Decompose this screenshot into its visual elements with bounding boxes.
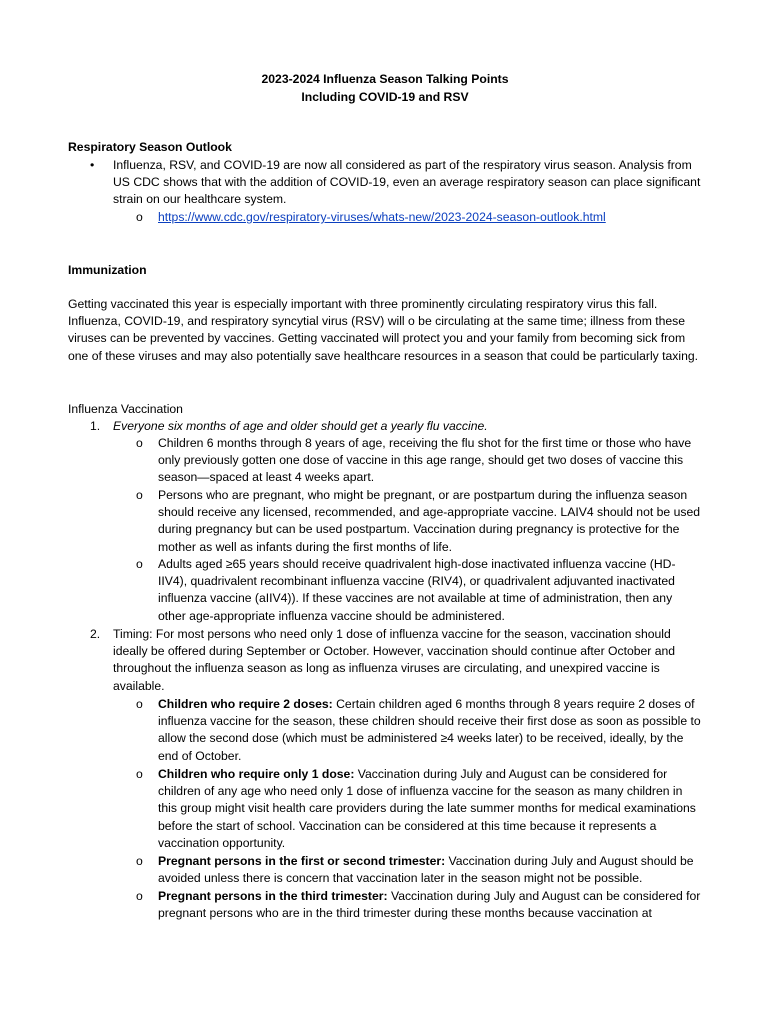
outlook-heading: Respiratory Season Outlook: [68, 140, 232, 154]
item-2-sub-1: [158, 696, 703, 765]
sub-bullet-marker: o: [136, 557, 143, 571]
sub-label: Children who require 2 doses:: [158, 697, 333, 711]
sub-bullet-marker: o: [136, 854, 143, 868]
sub-text: Vaccination during July and August should be avoided unless there is concern that vaccination later in the season might not be possible.: [158, 854, 694, 886]
title-line-2: Including COVID-19 and RSV: [301, 90, 469, 104]
item-2-sub-4: [158, 888, 703, 922]
sub-bullet-marker: o: [136, 697, 143, 711]
bullet-marker: •: [90, 158, 95, 172]
cdc-season-outlook-link[interactable]: https://www.cdc.gov/respiratory-viruses/whats-new/2023-2024-season-outlook.html: [158, 210, 606, 224]
item-1-number: 1.: [90, 419, 101, 433]
document-title: [0, 70, 770, 106]
sub-bullet-marker: o: [136, 210, 143, 224]
item-2-text: Timing: For most persons who need only 1 dose of influenza vaccine for the season, vaccination should ideally be offered during September or October. However, vaccination should continue after October and throughout the influenza season as long as influenza viruses are circulating, and unexpired vaccine is available.: [113, 627, 676, 693]
flu-vaccination-heading: Influenza Vaccination: [68, 402, 183, 416]
sub-label: Pregnant persons in the first or second trimester:: [158, 854, 446, 868]
immunization-paragraph: Getting vaccinated this year is especially important with three prominently circulating respiratory virus this fall. Influenza, COVID-19, and respiratory syncytial virus (RSV) will o be circulating at the same time; illness from these viruses can be prevented by vaccines. Getting vaccinated will protect you and your family from becoming sick from one of these viruses and may also potentially save healthcare resources in a season that could be particularly taxing.: [68, 297, 699, 363]
item-2-sub-2: [158, 766, 703, 852]
sub-text: Certain children aged 6 months through 8 years require 2 doses of influenza vaccine for the season, these children should receive their first dose as soon as possible to allow the second dose (which must be administered ≥4 weeks later) to be received, ideally, by the end of October.: [158, 697, 701, 763]
title-line-1: 2023-2024 Influenza Season Talking Points: [261, 72, 509, 86]
item-1-sub-1: Children 6 months through 8 years of age, receiving the flu shot for the first time or those who have only previously gotten one dose of vaccine in this age range, should get two doses of vaccine this season—spaced at least 4 weeks apart.: [158, 436, 692, 485]
sub-bullet-marker: o: [136, 889, 143, 903]
sub-text: Vaccination during July and August can be considered for pregnant persons who are in the third trimester during these months because vaccination at: [158, 889, 701, 921]
sub-text: Vaccination during July and August can be considered for children of any age who need only 1 dose of influenza vaccine for the season as many children in this group might visit health care providers during the late summer months for medical examinations before the start of school. Vaccination can be considered at this time because it represents a vaccination opportunity.: [158, 767, 696, 850]
sub-bullet-marker: o: [136, 488, 143, 502]
item-1-sub-3: Adults aged ≥65 years should receive quadrivalent high-dose inactivated influenza vaccine (HD-IIV4), quadrivalent recombinant influenza vaccine (RIV4), or quadrivalent adjuvanted inactivated influenza vaccine (aIIV4)). If these vaccines are not available at time of administration, then any other age-appropriate influenza vaccine should be administered.: [158, 557, 676, 623]
item-2-number: 2.: [90, 627, 101, 641]
sub-bullet-marker: o: [136, 436, 143, 450]
item-1-text: Everyone six months of age and older should get a yearly flu vaccine.: [113, 419, 488, 433]
item-1-sub-2: Persons who are pregnant, who might be pregnant, or are postpartum during the influenza season should receive any licensed, recommended, and age-appropriate vaccine. LAIV4 should not be used during pregnancy but can be used postpartum. Vaccination during pregnancy is protective for the mother as well as infants during the first months of life.: [158, 488, 701, 554]
outlook-text: Influenza, RSV, and COVID-19 are now all considered as part of the respiratory virus season. Analysis from US CDC shows that with the addition of COVID-19, even an average respiratory season can place significant strain on our healthcare system.: [113, 158, 701, 207]
sub-label: Pregnant persons in the third trimester:: [158, 889, 388, 903]
item-2-sub-3: [158, 853, 703, 887]
sub-bullet-marker: o: [136, 767, 143, 781]
immunization-heading: Immunization: [68, 263, 147, 277]
sub-label: Children who require only 1 dose:: [158, 767, 355, 781]
